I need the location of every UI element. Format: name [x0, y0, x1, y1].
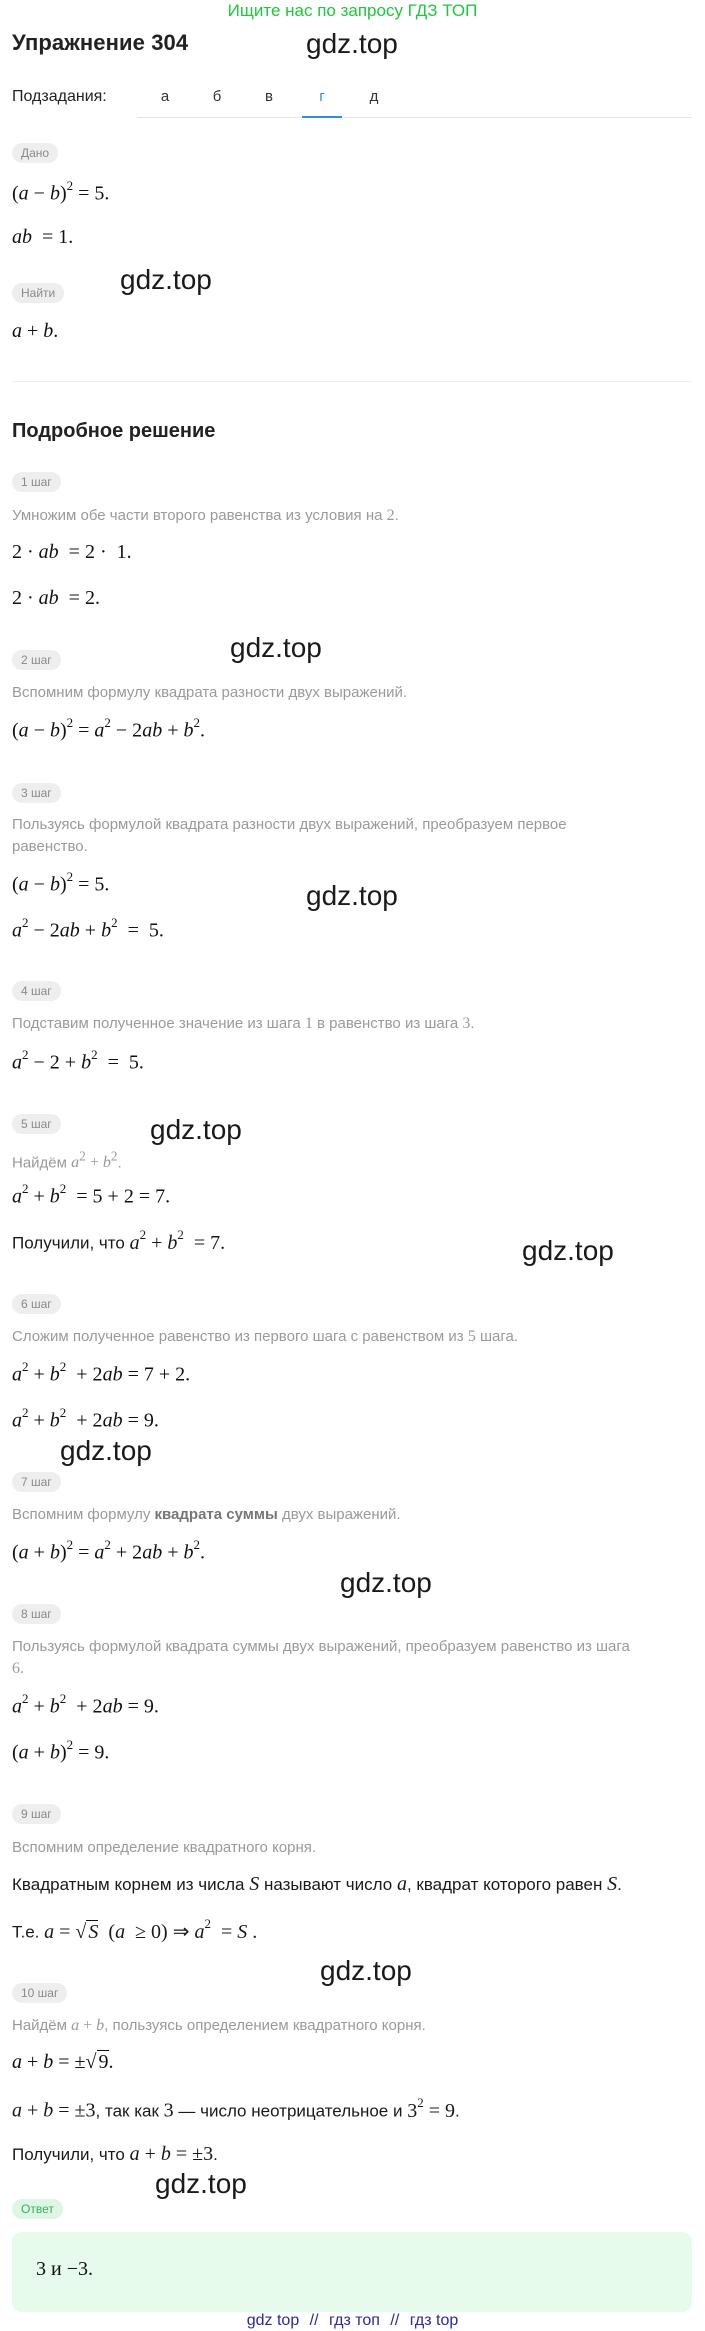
- step-4-chip: 4 шаг: [12, 981, 61, 1001]
- step-3-chip: 3 шаг: [12, 783, 61, 803]
- step-8-line-2: $(a + b)^2 = 9$.: [12, 1737, 110, 1764]
- answer-box: [12, 2232, 692, 2312]
- step-10-text: Найдём a + b, пользуясь определением квадратного корня.: [12, 2017, 426, 2034]
- step-2-chip: 2 шаг: [12, 650, 61, 670]
- step-1-line-2: 2 · ab = 2.: [12, 587, 100, 609]
- find-chip: Найти: [12, 283, 64, 303]
- watermark: gdz.top: [230, 632, 322, 663]
- step-8-chip: 8 шаг: [12, 1604, 61, 1624]
- page-title: Упражнение 304: [12, 30, 189, 55]
- footer-separator: //: [309, 2312, 319, 2329]
- step-10-conclusion: Получили, что a + b = ±3.: [12, 2143, 218, 2165]
- step-6-line-2: $a^2 + b^2 + 2ab = 9$.: [12, 1405, 159, 1432]
- step-8-text: Пользуясь формулой квадрата суммы двух выражений, преобразуем равенство из шага 6.: [12, 1638, 630, 1677]
- solution-title: Подробное решение: [12, 420, 216, 442]
- step-5-chip: 5 шаг: [12, 1114, 61, 1134]
- step-10-line-2: a + b = ±3, так как 3 — число неотрицательное и $3^2 = 9$.: [12, 2095, 460, 2122]
- watermark: gdz.top: [60, 1435, 152, 1466]
- watermark: gdz.top: [320, 1955, 412, 1986]
- footer-link-3[interactable]: гдз top: [409, 2312, 459, 2329]
- watermark: gdz.top: [150, 1114, 242, 1145]
- watermark: gdz.top: [522, 1235, 614, 1266]
- watermark: gdz.top: [155, 2168, 247, 2199]
- step-2-text: Вспомним формулу квадрата разности двух выражений.: [12, 684, 408, 701]
- page-header: [12, 30, 188, 56]
- footer-links: [0, 2310, 705, 2331]
- tab-d[interactable]: д: [369, 88, 379, 105]
- given-line-2: ab = 1.: [12, 226, 74, 248]
- step-2-line-1: $(a - b)^2 = a^2 - 2ab + b^2$.: [12, 715, 205, 742]
- step-6-text: Сложим полученное равенство из первого шага с равенством из 5 шага.: [12, 1328, 519, 1345]
- footer-separator: //: [390, 2312, 400, 2329]
- watermark: gdz.top: [340, 1567, 432, 1598]
- step-6-chip: 6 шаг: [12, 1294, 61, 1314]
- watermark: gdz.top: [306, 28, 398, 59]
- step-4-text: Подставим полученное значение из шага 1 в равенство из шага 3.: [12, 1015, 475, 1032]
- footer-link-2[interactable]: гдз топ: [329, 2312, 380, 2329]
- answer-chip: Ответ: [12, 2199, 63, 2219]
- step-8-line-1: $a^2 + b^2 + 2ab = 9$.: [12, 1691, 159, 1718]
- step-6-line-1: $a^2 + b^2 + 2ab = 7 + 2$.: [12, 1359, 191, 1386]
- answer-text: 3 и −3.: [36, 2258, 93, 2280]
- step-9-chip: 9 шаг: [12, 1804, 61, 1824]
- step-3-text: Пользуясь формулой квадрата разности двух выражений, преобразуем первое равенство.: [12, 816, 567, 855]
- watermark: gdz.top: [120, 264, 212, 295]
- step-5-conclusion: Получили, что $a^2 + b^2 = 7$.: [12, 1227, 226, 1254]
- tab-b[interactable]: б: [212, 88, 222, 105]
- footer-link-1[interactable]: gdz top: [246, 2312, 300, 2329]
- step-9-definition-1: Квадратным корнем из числа S называют число a, квадрат которого равен S.: [12, 1873, 622, 1895]
- subtasks-label: Подзадания:: [12, 88, 107, 105]
- given-chip: Дано: [12, 143, 58, 163]
- section-divider: [12, 381, 692, 382]
- step-1-chip: 1 шаг: [12, 472, 61, 492]
- step-7-chip: 7 шаг: [12, 1472, 61, 1492]
- find-line: a + b.: [12, 320, 59, 342]
- tab-g[interactable]: г: [302, 84, 342, 118]
- step-5-line-1: $a^2 + b^2 = 5 + 2 = 7$.: [12, 1181, 171, 1208]
- watermark: gdz.top: [306, 880, 398, 911]
- tab-a[interactable]: а: [160, 88, 170, 105]
- step-4-line-1: $a^2 - 2 + b^2 = 5$.: [12, 1047, 144, 1074]
- step-1-text: Умножим обе части второго равенства из условия на 2.: [12, 507, 399, 524]
- step-7-line-1: $(a + b)^2 = a^2 + 2ab + b^2$.: [12, 1537, 205, 1564]
- step-1-line-1: 2 · ab = 2 · 1.: [12, 541, 132, 563]
- step-5-text: Найдём $a^2 + b^2$.: [12, 1149, 122, 1172]
- step-9-text: Вспомним определение квадратного корня.: [12, 1839, 317, 1856]
- subtasks-nav: [12, 84, 692, 118]
- step-10-line-1: a + b = ±√ 9.: [12, 2051, 114, 2073]
- step-3-line-1: $(a - b)^2 = 5$.: [12, 869, 110, 896]
- step-3-line-2: $a^2 - 2ab + b^2 = 5$.: [12, 915, 164, 942]
- tab-v[interactable]: в: [265, 88, 273, 105]
- search-banner: Ищите нас по запросу ГДЗ ТОП: [227, 1, 478, 20]
- step-10-chip: 10 шаг: [12, 1983, 67, 2003]
- step-7-text: Вспомним формулу квадрата суммы двух выражений.: [12, 1506, 401, 1523]
- step-9-definition-2: Т.е. a = √ S (a ≥ 0) ⇒ $a^2 = S$ .: [12, 1916, 258, 1943]
- given-line-1: $(a - b)^2 = 5$.: [12, 178, 110, 205]
